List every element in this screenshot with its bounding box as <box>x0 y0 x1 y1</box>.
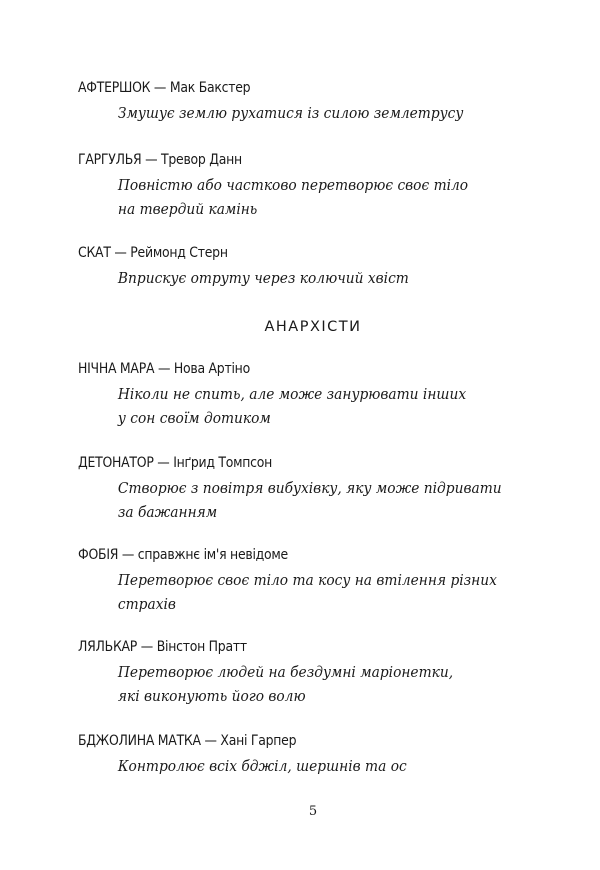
character-entry-stingray <box>78 243 548 291</box>
character-description <box>78 661 574 709</box>
description-line: Перетворює своє тіло та косу на втілення різних <box>117 573 497 589</box>
character-entry-detonator <box>78 453 548 525</box>
character-name: ФОБІЯ — справжнє ім'я невідоме <box>78 547 288 563</box>
character-name: ГАРГУЛЬЯ — Тревор Данн <box>78 152 242 168</box>
character-entry-nightmare <box>78 359 548 431</box>
page-number: 5 <box>308 804 318 819</box>
description-line: страхів <box>117 597 176 613</box>
character-description <box>78 755 574 779</box>
description-line: Змушує землю рухатися із силою землетрусу <box>117 106 464 122</box>
character-entry-gargoyle <box>78 150 548 222</box>
character-name: ДЕТОНАТОР — Інґрид Томпсон <box>78 455 273 471</box>
description-line: Перетворює людей на бездумні маріонетки, <box>117 665 454 681</box>
character-description <box>78 267 574 291</box>
description-line: у сон своїм дотиком <box>117 411 271 427</box>
section-heading: АНАРХІСТИ <box>264 319 362 335</box>
character-entry-aftershock <box>78 78 548 126</box>
character-name: НІЧНА МАРА — Нова Артіно <box>78 361 250 377</box>
character-description <box>78 383 574 431</box>
character-entry-phobia <box>78 545 548 617</box>
description-line: які виконують його волю <box>117 689 306 705</box>
character-description <box>78 174 574 222</box>
character-entry-queen-bee <box>78 731 548 779</box>
description-line: Вприскує отруту через колючий хвіст <box>117 271 409 287</box>
character-name: АФТЕРШОК — Мак Бакстер <box>78 80 251 96</box>
description-line: на твердий камінь <box>117 202 258 218</box>
book-page <box>78 0 548 870</box>
description-line: Створює з повітря вибухівку, яку може підривати <box>117 481 502 497</box>
description-line: Ніколи не спить, але може занурювати інших <box>117 387 467 403</box>
character-description <box>78 569 574 617</box>
description-line: Повністю або частково перетворює своє тіло <box>117 178 469 194</box>
character-description <box>78 477 574 525</box>
character-description <box>78 102 574 126</box>
description-line: Контролює всіх бджіл, шершнів та ос <box>117 759 407 775</box>
character-name: СКАТ — Реймонд Стерн <box>78 245 228 261</box>
character-name: ЛЯЛЬКАР — Вінстон Пратт <box>78 639 247 655</box>
description-line: за бажанням <box>117 505 218 521</box>
character-name: БДЖОЛИНА МАТКА — Хані Гарпер <box>78 733 297 749</box>
character-entry-puppeteer <box>78 637 548 709</box>
